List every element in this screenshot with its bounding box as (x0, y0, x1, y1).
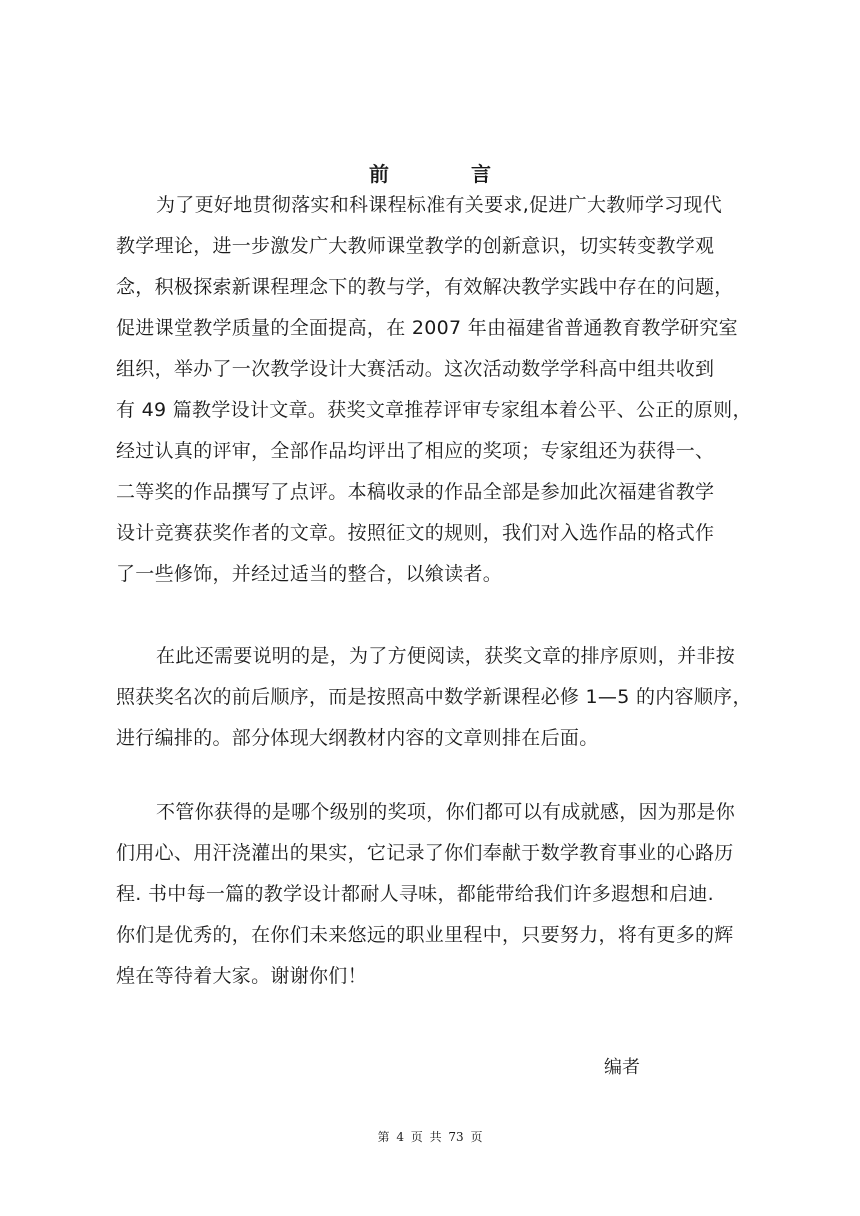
paragraph-3-line-1: 不管你获得的是哪个级别的奖项，你们都可以有成就感，因为那是你 (156, 801, 736, 823)
signature: 编者 (604, 1057, 640, 1078)
paragraph-3-line-4: 你们是优秀的，在你们未来悠远的职业里程中，只要努力，将有更多的辉 (116, 924, 734, 946)
paragraph-1-line-3: 念，积极探索新课程理念下的教与学，有效解决教学实践中存在的问题， (116, 276, 734, 298)
paragraph-3-line-5: 煌在等待着大家。谢谢你们！ (116, 965, 367, 987)
paragraph-1-line-4: 促进课堂教学质量的全面提高，在 2007 年由福建省普通教育教学研究室 (116, 317, 738, 339)
page-footer: 第 4 页 共 73 页 (377, 1130, 483, 1144)
paragraph-1-line-8: 二等奖的作品撰写了点评。本稿收录的作品全部是参加此次福建省教学 (116, 481, 715, 503)
paragraph-2-line-1: 在此还需要说明的是，为了方便阅读，获奖文章的排序原则，并非按 (156, 645, 736, 667)
paragraph-3-line-3: 程. 书中每一篇的教学设计都耐人寻味，都能带给我们许多遐想和启迪. (116, 883, 715, 905)
paragraph-1-line-2: 教学理论，进一步激发广大教师课堂教学的创新意识，切实转变教学观 (116, 235, 715, 257)
paragraph-1-line-1: 为了更好地贯彻落实和科课程标准有关要求,促进广大教师学习现代 (156, 194, 723, 216)
page-title: 前言 (369, 162, 573, 186)
paragraph-3-line-2: 们用心、用汗浇灌出的果实，它记录了你们奉献于数学教育事业的心路历 (116, 842, 734, 864)
paragraph-1-line-5: 组织，举办了一次教学设计大赛活动。这次活动数学学科高中组共收到 (116, 358, 715, 380)
paragraph-2-line-3: 进行编排的。部分体现大纲教材内容的文章则排在后面。 (116, 727, 599, 749)
paragraph-1-line-9: 设计竞赛获奖作者的文章。按照征文的规则，我们对入选作品的格式作 (116, 522, 715, 544)
paragraph-1-line-6: 有 49 篇教学设计文章。获奖文章推荐评审专家组本着公平、公正的原则， (116, 399, 752, 421)
paragraph-1-line-7: 经过认真的评审，全部作品均评出了相应的奖项；专家组还为获得一、 (116, 440, 715, 462)
paragraph-2-line-2: 照获奖名次的前后顺序，而是按照高中数学新课程必修 1—5 的内容顺序， (116, 686, 752, 708)
paragraph-1-line-10: 了一些修饰，并经过适当的整合，以飨读者。 (116, 563, 503, 585)
